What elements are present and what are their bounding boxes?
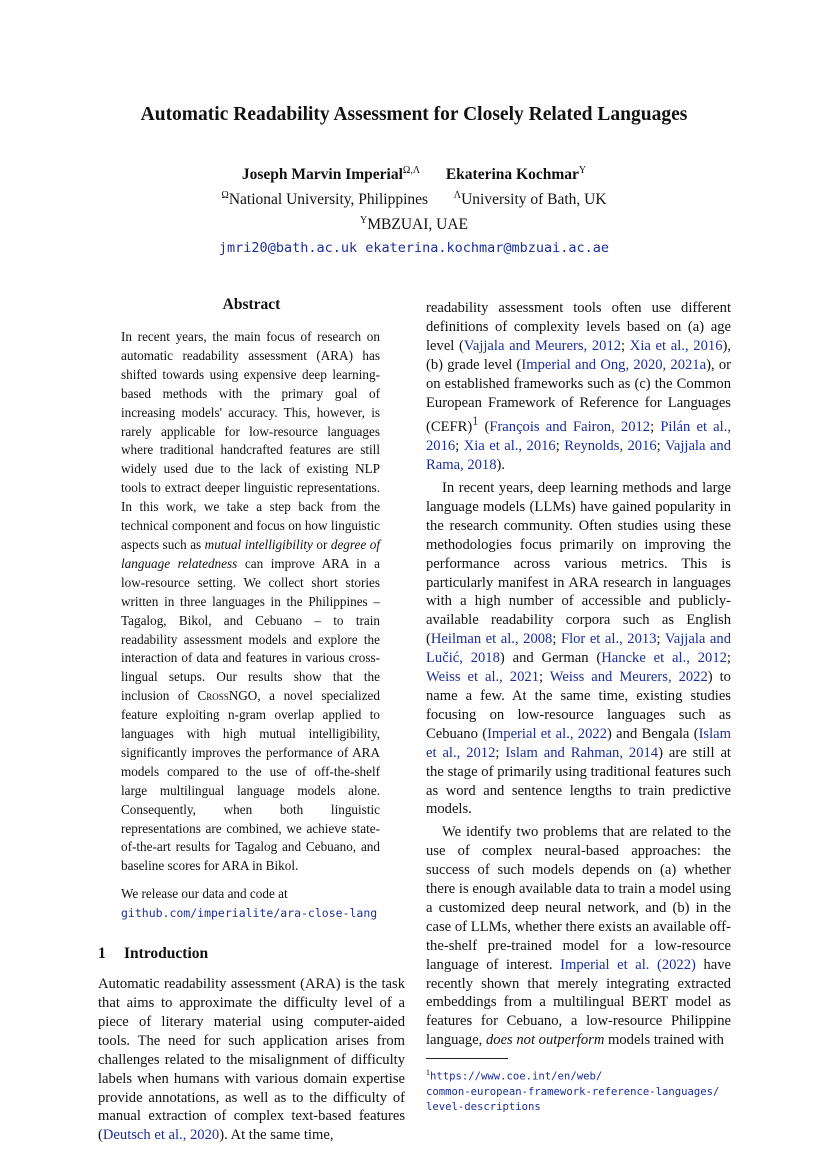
citation-link[interactable]: François and Fairon, 2012 (489, 419, 651, 436)
release-text: We release our data and code at (121, 886, 288, 902)
citation-link[interactable]: Islam et al., 2012 (426, 725, 731, 761)
affiliation-3-mark: Υ (360, 215, 368, 227)
affiliation-1-mark: Ω (221, 190, 229, 202)
citation-link[interactable]: Reynolds, 2016 (564, 438, 657, 455)
abstract-text-b: or (312, 536, 331, 552)
body-text: ; (726, 650, 731, 667)
email-1-link[interactable]: jmri20@bath.ac.uk (218, 240, 358, 257)
citation-link[interactable]: Imperial and Ong, 2020, 2021a (521, 356, 707, 373)
body-text: readability assessment tools often use different definitions of complexity levels based on (a) age level ( (426, 300, 731, 354)
citation-link[interactable]: Hancke et al., 2012 (601, 650, 727, 667)
abstract-heading: Abstract (222, 296, 281, 313)
citation-link[interactable]: Imperial et al. (2022) (560, 956, 696, 973)
right-paragraph-1 (426, 299, 731, 475)
affiliation-2: University of Bath, UK (461, 191, 607, 209)
citation-link[interactable]: Vajjala and Lučić, 2018 (426, 631, 732, 667)
footnote-number: 1 (426, 1068, 430, 1078)
author-1-name: Joseph Marvin Imperial (241, 166, 403, 184)
citation-link[interactable]: Pilán et al., 2016 (426, 419, 731, 455)
abstract-text-d: , a novel specialized feature exploiting n-gram overlap applied to languages with high mutual intelligibility, significantly improves the performance of ARA models compared to the use of off-the-shelf large multilingual language models alone. Consequently, when both linguistic representations are combined, we achieve state-of-the-art results for Tagalog and Cebuano, and baseline scores for ARA in Bikol. (121, 688, 380, 874)
abstract-text-a: In recent years, the main focus of research on automatic readability assessment (ARA) has shifted towards using expensive deep learning-based methods with the primary goal of increasing models' accuracy. This, however, is rarely applicable for low-resource languages where traditional handcrafted features are still widely used due to the lack of existing NLP tools to extract deeper linguistic representations. In this work, we take a step back from the technical component and focus on how linguistic aspects such as (121, 329, 380, 552)
citation-link[interactable]: Heilman et al., 2008 (430, 631, 553, 648)
citation-link[interactable]: Deutsch et al., 2020 (102, 1127, 220, 1144)
left-column (98, 296, 405, 1145)
affiliations-line-1 (0, 185, 828, 210)
author-2-affiliation-marks: Υ (578, 165, 587, 176)
affiliation-3: MBZUAI, UAE (367, 216, 468, 234)
citation-link[interactable]: Xia et al., 2016 (463, 438, 556, 455)
affiliations-line-2 (0, 210, 828, 235)
right-column (426, 299, 731, 1115)
author-1-affiliation-marks: Ω,Λ (402, 165, 421, 176)
citation-link[interactable]: Vajjala and Meurers, 2012 (463, 337, 622, 354)
body-text: ) and German ( (499, 650, 602, 667)
intro-text-b: ). At the same time, (219, 1127, 334, 1144)
abstract-text-c: can improve ARA in a low-resource setting. We collect short stories written in three languages in the Philippines – Tagalog, Bikol, and Cebuano – to train readability assessment models and explore the interaction of data and features in various cross-lingual setups. Our results show that the inclusion of (121, 555, 381, 704)
body-text: models trained with (604, 1032, 724, 1049)
body-text: ( (478, 419, 490, 436)
intro-text-a: Automatic readability assessment (ARA) is the task that aims to approximate the difficulty level of a piece of literary material using computer-aided tools. The need for such application arises from challenges related to the misalignment of difficulty labels when humans with various domain expertise provide annotations, as well as to the difficulty of manual extraction of complex text-based features ( (98, 976, 405, 1144)
citation-link[interactable]: Vajjala and Rama, 2018 (426, 438, 731, 474)
paper-title: Automatic Readability Assessment for Closely Related Languages (140, 104, 688, 125)
author-names (0, 160, 828, 185)
citation-link[interactable]: Flor et al., 2013 (560, 631, 657, 648)
right-paragraph-3 (426, 823, 731, 1050)
footnote-url-line-1[interactable]: https://www.coe.int/en/web/ (430, 1070, 603, 1083)
citation-link[interactable]: Weiss and Meurers, 2022 (549, 669, 708, 686)
body-text: In recent years, deep learning methods and large language models (LLMs) have gained popularity in the research community. Often studies using these methodologies focus primarily on improving the performance across various metrics. This is particularly manifest in ARA research in languages with a high number of accessible and publicly-available readability corpora such as English ( (426, 480, 731, 648)
arxiv-identifier-stamp (4, 360, 60, 860)
abstract-body (121, 328, 380, 923)
body-text: ; (650, 419, 661, 436)
body-text: ) and Bengala ( (607, 725, 699, 742)
citation-link[interactable]: Xia et al., 2016 (629, 337, 723, 354)
affiliation-1: National University, Philippines (228, 191, 429, 209)
body-text: ; (656, 631, 665, 648)
author-emails (0, 238, 828, 259)
body-text: ). (496, 457, 506, 474)
body-text: ) are still at the stage of primarily using traditional features such as word and sentence lengths to train predictive models. (426, 744, 731, 818)
author-2-name: Ekaterina Kochmar (445, 166, 579, 184)
body-text: ) to name a few. At the same time, existing studies focusing on low-resource languages such as Cebuano ( (426, 669, 731, 742)
intro-paragraph-1 (98, 975, 405, 1145)
body-text: ; (495, 744, 506, 761)
body-text: ; (552, 631, 561, 648)
abstract-emphasis-2: degree of language relatedness (121, 536, 380, 571)
release-note (121, 885, 380, 923)
body-text: ), or on established frameworks such as (c) the Common European Framework of Reference for Languages (CEFR) (426, 356, 731, 436)
abstract-paragraph (121, 328, 380, 876)
section-title: Introduction (124, 945, 209, 963)
author-block (0, 160, 828, 259)
citation-link[interactable]: Weiss et al., 2021 (426, 669, 539, 686)
body-text: We identify two problems that are related to the use of complex neural-based approaches: the success of such models depends on (a) whether there is enough available data to train a model using a customized deep neural network, and (b) in the case of LLMs, whether there exists an available off-the-shelf pre-trained model for a low-resource language of interest. (426, 824, 731, 973)
right-paragraph-2 (426, 479, 731, 819)
body-text: ; (539, 669, 550, 686)
footnote-url-line-3[interactable]: level-descriptions (426, 1100, 541, 1113)
body-emphasis: does not outperform (485, 1032, 605, 1049)
footnote-marker[interactable]: 1 (472, 414, 479, 429)
footnote-1 (426, 1065, 731, 1115)
body-text: ), (b) grade level ( (426, 337, 732, 373)
email-2-link[interactable]: ekaterina.kochmar@mbzuai.ac.ae (365, 240, 610, 257)
body-text: ; (621, 337, 630, 354)
citation-link[interactable]: Imperial et al., 2022 (487, 725, 607, 742)
footnote-divider (426, 1058, 508, 1059)
footnote-url-line-2[interactable]: common-european-framework-reference-languages/ (426, 1085, 720, 1098)
section-number: 1 (98, 945, 106, 963)
body-text: have recently shown that merely integrating extracted embeddings from a multilingual BERT model as features for Cebuano, a low-resource Philippine language, (426, 956, 731, 1049)
abstract-emphasis-1: mutual intelligibility (204, 536, 313, 552)
arxiv-identifier-svg (4, 360, 60, 860)
body-text: ; (656, 438, 665, 455)
crossngo-term: CrossNGO (197, 688, 258, 704)
body-text: ; (555, 438, 565, 455)
affiliation-2-mark: Λ (453, 190, 462, 202)
section-heading-introduction (98, 945, 405, 963)
body-text: ; (455, 438, 464, 455)
repository-link[interactable]: github.com/imperialite/ara-close-lang (121, 906, 378, 921)
citation-link[interactable]: Islam and Rahman, 2014 (505, 744, 659, 761)
